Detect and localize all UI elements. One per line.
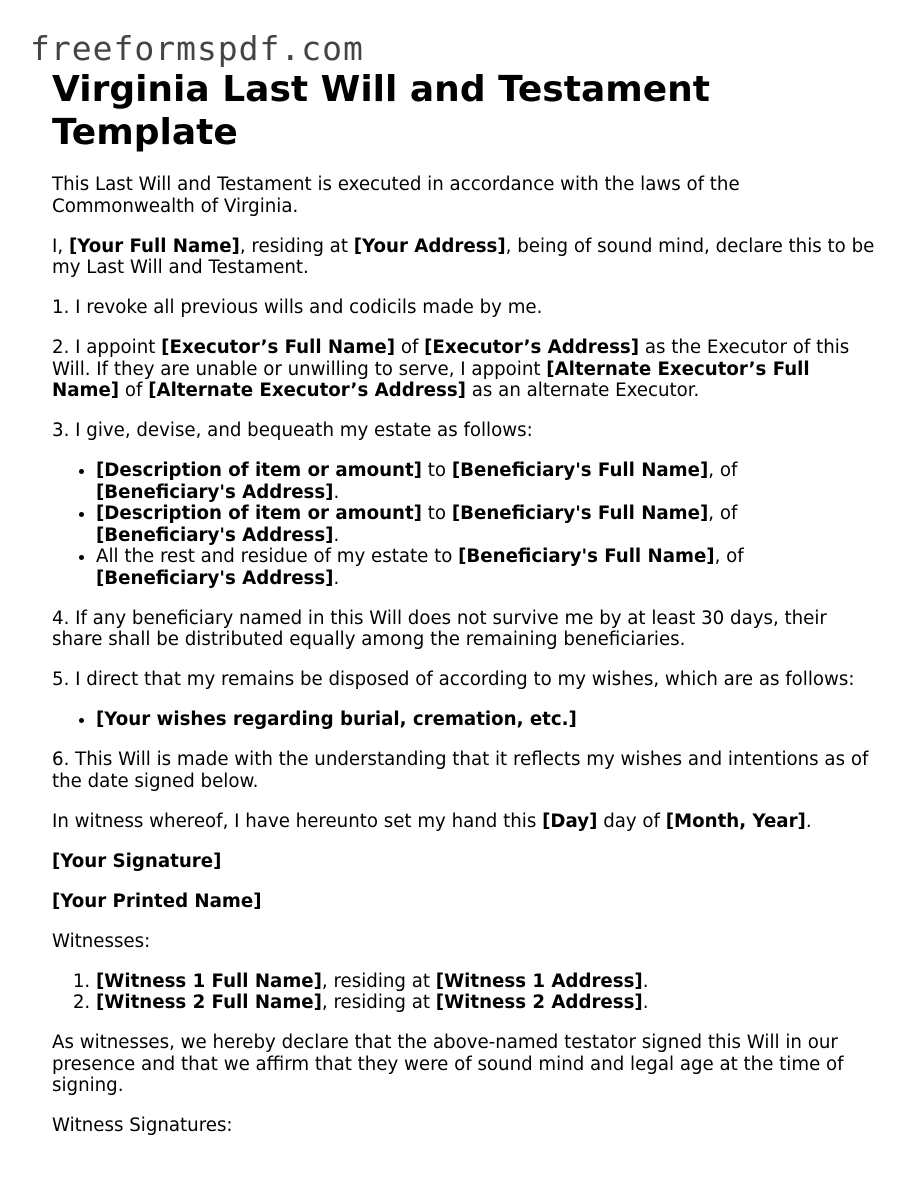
clause-5: 5. I direct that my remains be disposed of according to my wishes, which are as follows: [52,669,855,690]
list-text: , of [714,546,744,567]
placeholder-wishes: [Your wishes regarding burial, cremation, etc.] [96,709,577,730]
list-item [96,971,882,993]
list-text: , of [708,503,738,524]
placeholder-witness-address: [Witness 1 Address] [435,970,643,992]
list-text: . [333,481,340,503]
witness-signatures-label: Witness Signatures: [52,1115,233,1136]
clause-4: 4. If any beneficiary named in this Will does not survive me by at least 30 days, their share shall be distributed equally among the remaining beneficiaries. [52,607,827,650]
placeholder-day: [Day] [542,810,598,832]
clause-text: of [395,337,425,358]
clause-text: 2. I appoint [52,337,162,358]
list-item [96,460,882,503]
list-item [96,503,882,546]
printed-name-line [52,891,882,913]
whereof-text: . [805,810,812,832]
list-item [96,992,882,1014]
list-text: , residing at [321,992,436,1013]
document-content [52,68,882,1155]
clause-1: 1. I revoke all previous wills and codicils made by me. [52,297,543,318]
placeholder-address: [Your Address] [353,235,506,257]
document-body [52,174,882,1137]
placeholder-beneficiary-address: [Beneficiary's Address] [96,524,334,546]
clause-3: 3. I give, devise, and bequeath my estate as follows: [52,420,533,441]
clause-text: as an alternate Executor. [465,380,700,401]
declaration-paragraph [52,236,882,279]
placeholder-full-name: [Your Full Name] [68,235,240,257]
bequest-list [52,460,882,589]
clause-text: as the Executor of this Will. If they are unable or unwilling to serve, I appoint [52,337,850,380]
placeholder-beneficiary-name: [Beneficiary's Full Name] [451,460,709,481]
list-item [96,546,882,589]
signature-line [52,851,882,873]
intro-paragraph: This Last Will and Testament is executed in accordance with the laws of the Commonwealth of Virginia. [52,174,740,217]
placeholder-executor-name: [Executor’s Full Name] [161,337,396,358]
attestation-paragraph: As witnesses, we hereby declare that the above-named testator signed this Will in our presence and that we affirm that they were of sound mind and legal age at the time of signing. [52,1032,844,1096]
placeholder-beneficiary-address: [Beneficiary's Address] [96,481,334,503]
whereof-text: day of [597,810,666,832]
placeholder-witness-address: [Witness 2 Address] [435,992,643,1013]
list-text: to [428,546,459,567]
list-text: . [642,992,649,1013]
declaration-text: , residing at [239,235,354,257]
placeholder-executor-address: [Executor’s Address] [424,337,640,358]
list-text: All the rest and residue of my estate [96,546,429,567]
list-item [96,709,882,731]
declaration-text: , being of sound mind, declare this to be my Last Will and Testament. [52,235,875,278]
list-text: . [333,567,340,589]
list-text: , residing at [321,970,436,992]
placeholder-signature: [Your Signature] [52,850,222,872]
declaration-text: I, [52,235,69,257]
placeholder-beneficiary-name: [Beneficiary's Full Name] [458,546,715,567]
placeholder-witness-name: [Witness 2 Full Name] [96,992,322,1013]
whereof-text: In witness whereof, I have hereunto set my hand this [52,810,543,832]
clause-6: 6. This Will is made with the understanding that it reflects my wishes and intentions as of the date signed below. [52,749,869,792]
placeholder-alt-executor-address: [Alternate Executor’s Address] [148,380,466,401]
clause-text: of [119,380,149,401]
watermark: freeformspdf.com [30,29,364,68]
clause-2 [52,337,882,402]
list-text: . [333,524,340,546]
witness-whereof [52,811,882,833]
page-title: Virginia Last Will and Testament Template [52,69,711,153]
placeholder-item: [Description of item or amount] [96,503,422,524]
list-text: . [642,970,649,992]
wishes-list [52,709,882,731]
placeholder-item: [Description of item or amount] [96,460,422,481]
placeholder-printed-name: [Your Printed Name] [52,890,262,912]
witness-list [52,971,882,1014]
placeholder-month-year: [Month, Year] [665,810,806,832]
placeholder-beneficiary-name: [Beneficiary's Full Name] [451,503,709,524]
placeholder-beneficiary-address: [Beneficiary's Address] [96,567,334,589]
list-text: to [421,460,452,481]
placeholder-alt-executor-name: [Alternate Executor’s Full Name] [52,358,810,401]
list-text: , of [708,460,738,481]
placeholder-witness-name: [Witness 1 Full Name] [96,970,322,992]
witnesses-label: Witnesses: [52,930,151,952]
list-text: to [421,503,452,524]
